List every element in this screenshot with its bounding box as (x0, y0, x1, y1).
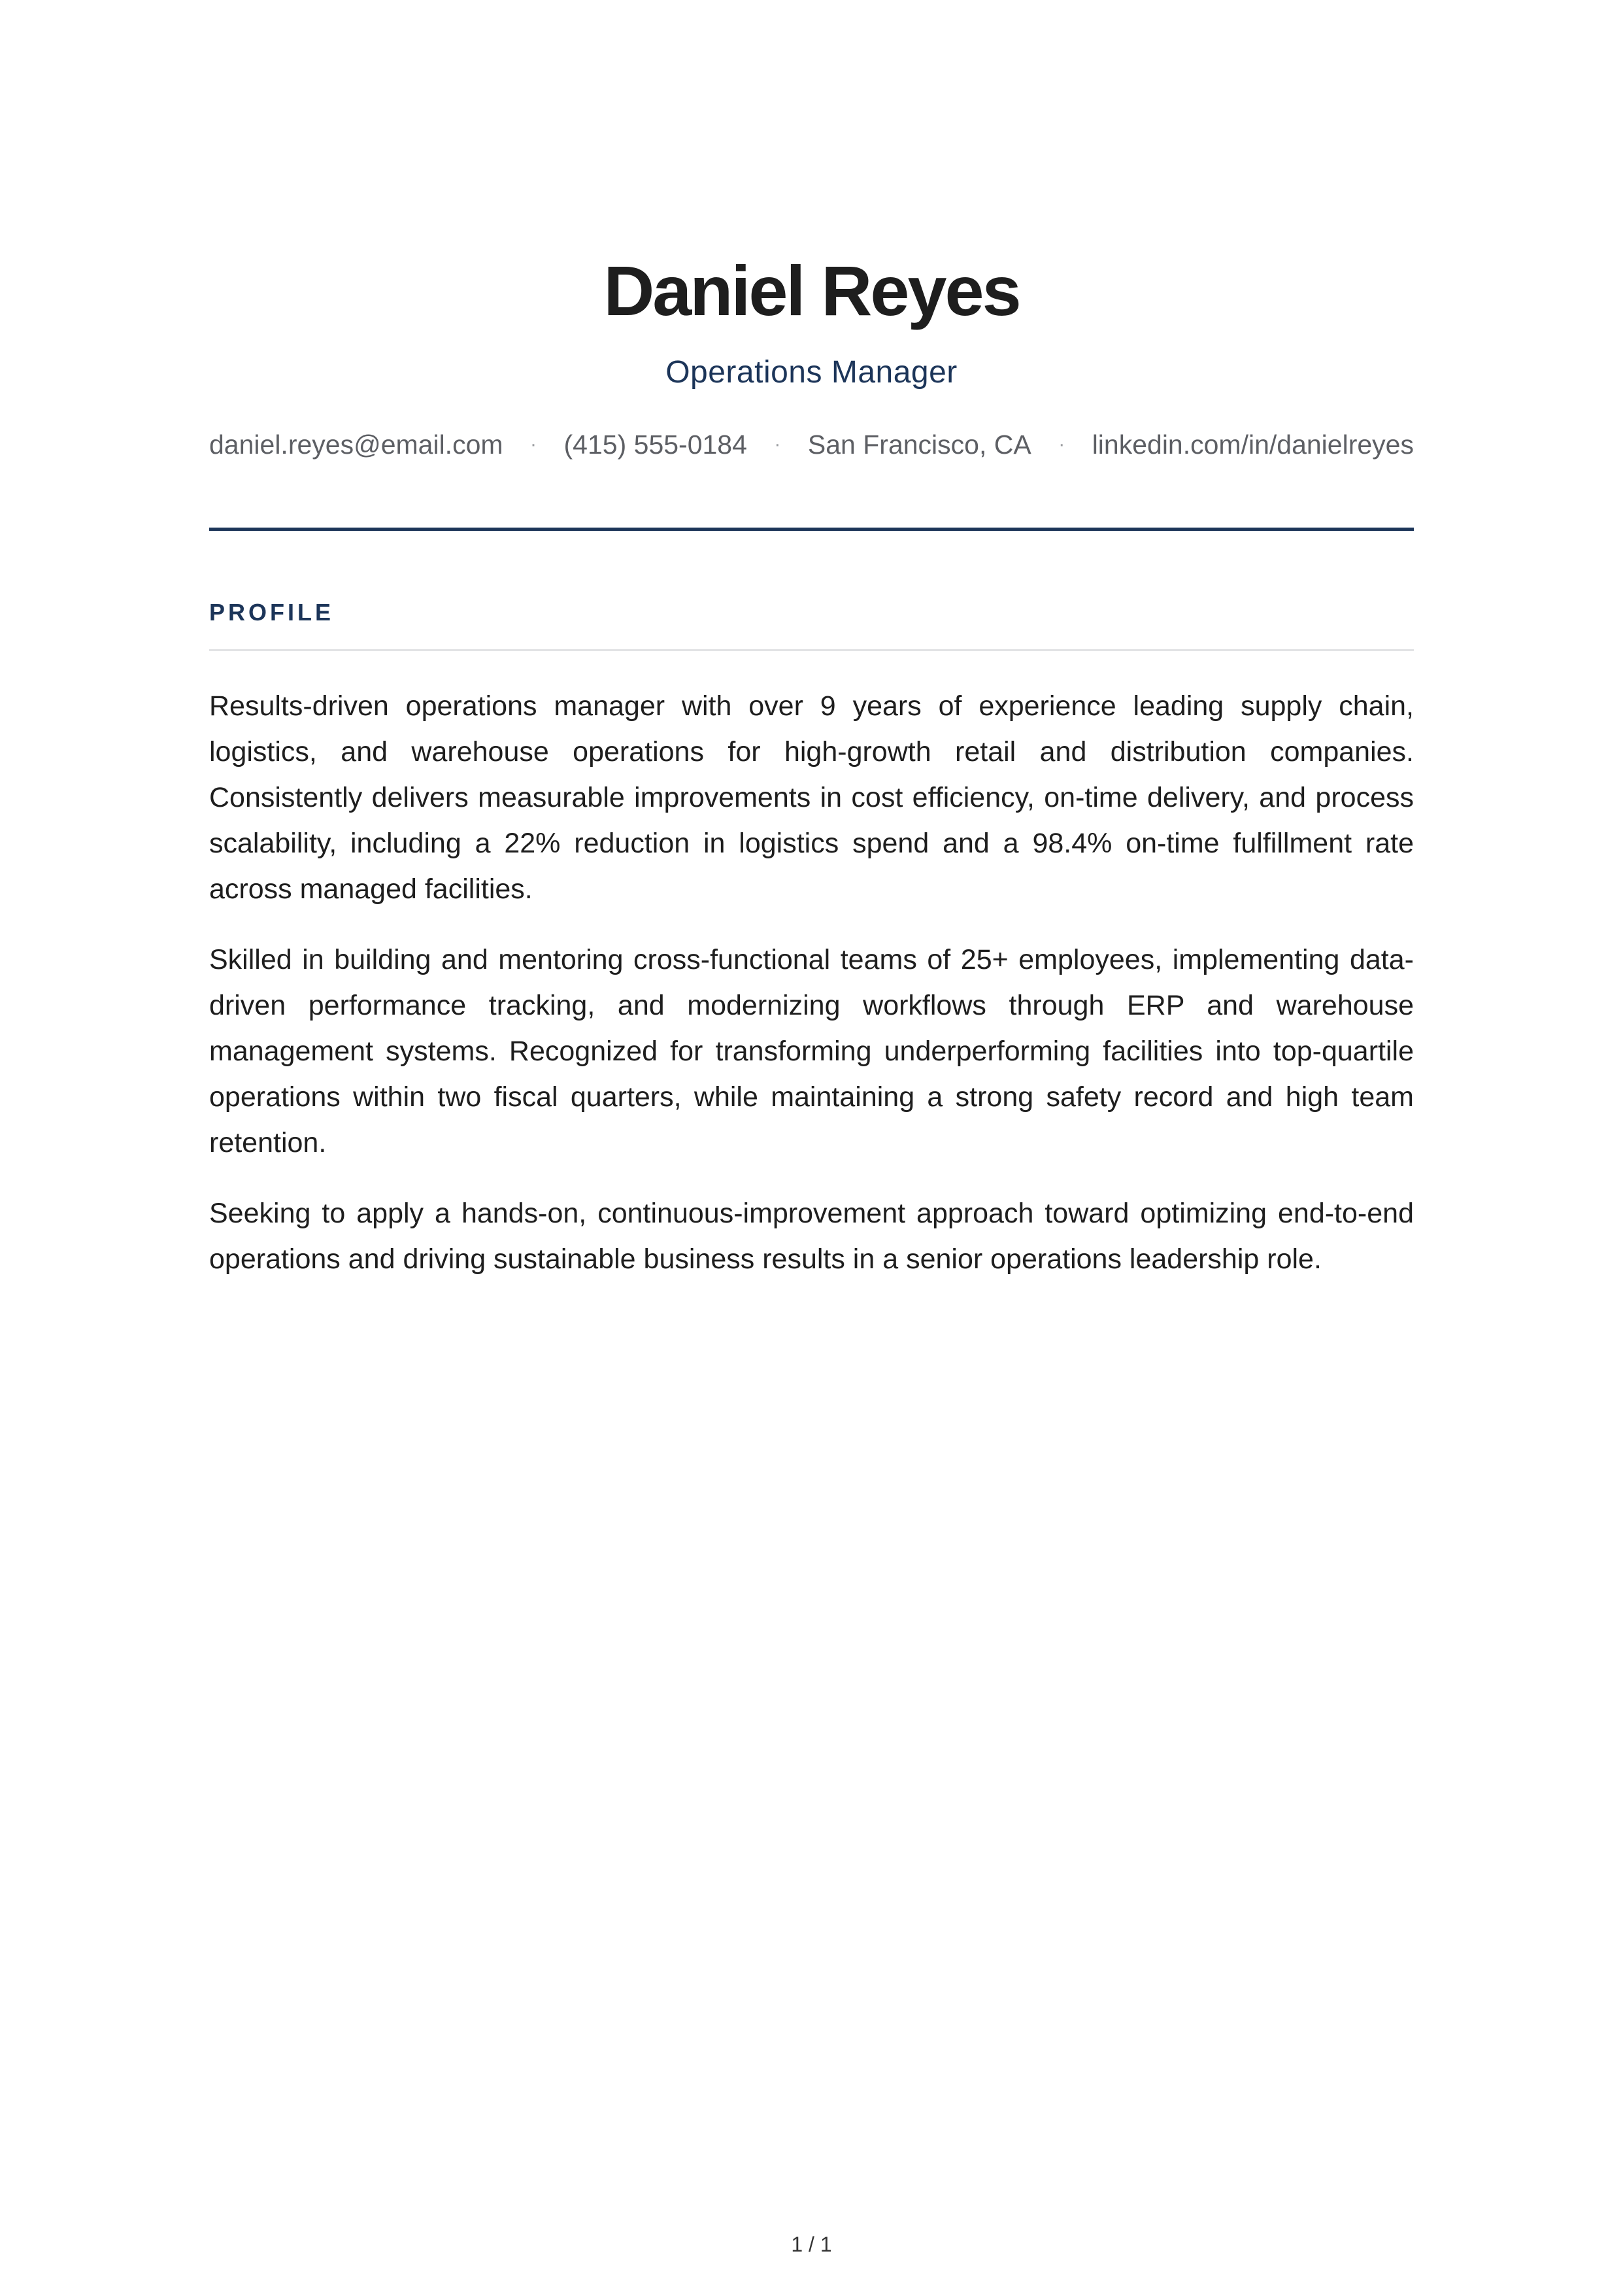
job-title: Operations Manager (665, 355, 958, 390)
section-divider (209, 649, 1414, 651)
resume-header (209, 248, 1414, 462)
profile-section-body (209, 683, 1414, 1307)
header-divider (209, 528, 1414, 531)
contact-separator: · (774, 433, 781, 455)
profile-paragraph: Skilled in building and mentoring cross-functional teams of 25+ employees, implementing data-driven performance tracking, and modernizing workflows through ERP and warehouse management systems. Recognized for transforming underperforming facilities into top-quartile operations within two fiscal quarters, while maintaining a strong safety record and high team retention. (209, 944, 1414, 1158)
contact-linkedin: linkedin.com/in/danielreyes (1092, 430, 1414, 460)
contact-phone: (415) 555-0184 (563, 430, 747, 460)
profile-paragraph: Seeking to apply a hands-on, continuous-improvement approach toward optimizing end-to-end operations and driving sustainable business results in a senior operations leadership role. (209, 1198, 1414, 1275)
profile-paragraph: Results-driven operations manager with over 9 years of experience leading supply chain, logistics, and warehouse operations for high-growth retail and distribution companies. Consistently delivers measurable improvements in cost efficiency, on-time delivery, and process scalability, including a 22% reduction in logistics spend and a 98.4% on-time fulfillment rate across managed facilities. (209, 690, 1414, 905)
contact-line (209, 428, 1414, 462)
contact-separator: · (530, 433, 537, 455)
candidate-name: Daniel Reyes (603, 251, 1020, 330)
contact-location: San Francisco, CA (807, 430, 1031, 460)
profile-section-heading: PROFILE (209, 599, 335, 626)
contact-email: daniel.reyes@email.com (209, 430, 503, 460)
contact-separator: · (1058, 433, 1065, 455)
page-number: 1 / 1 (791, 2233, 832, 2256)
